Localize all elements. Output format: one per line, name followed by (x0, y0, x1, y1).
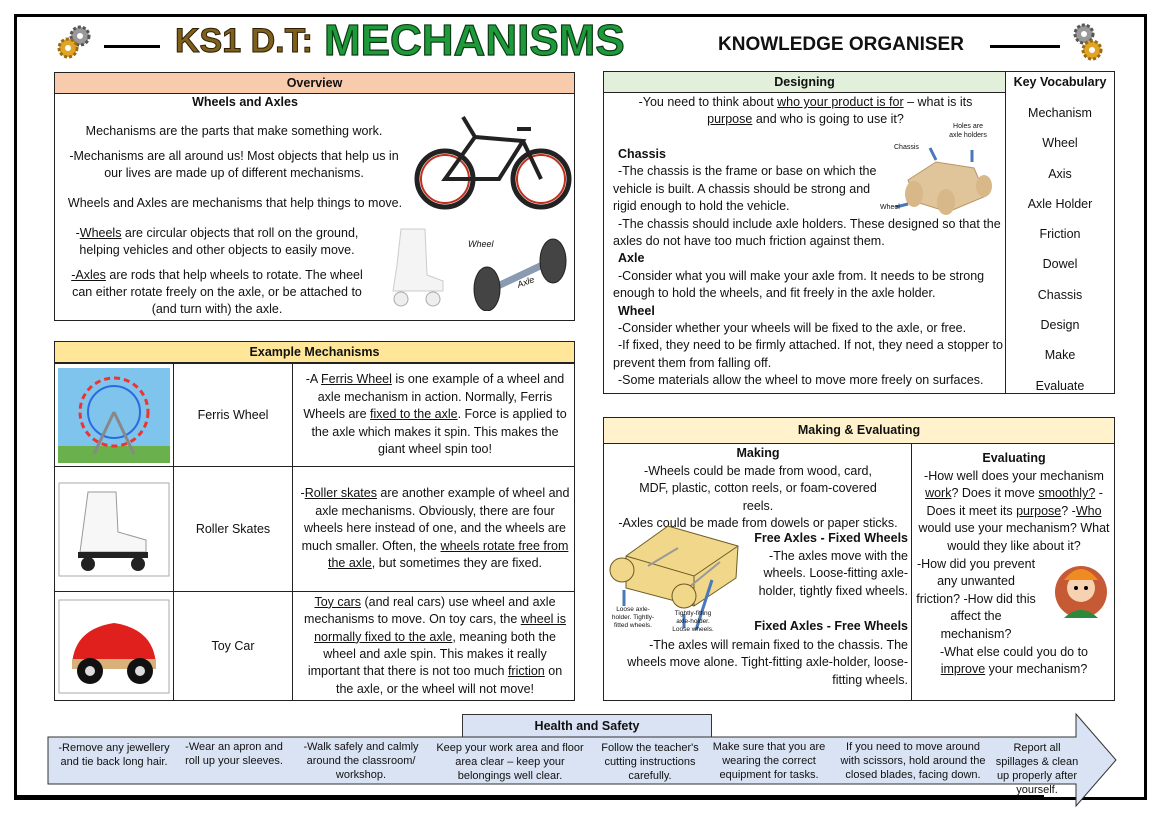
making-title: Making (736, 446, 780, 460)
overview-paragraph (59, 148, 409, 182)
text-segment: -Consider what you will make your axle from. It needs to be strong enough to hold the wheels, and fit freely in the axle holder. (613, 268, 985, 301)
safety-item: If you need to move around with scissors, hold around the closed blades, facing down. (840, 741, 986, 781)
key-vocabulary-panel (1005, 71, 1115, 394)
page-title: MECHANISMS (324, 16, 625, 65)
vocabulary-item: Axis (1048, 166, 1072, 181)
overview-subheading: Wheels and Axles (192, 95, 298, 109)
evaluating-text (916, 556, 1036, 644)
text-segment: -The axles will remain fixed to the chassis. The wheels move alone. Tight-fitting axle-holder, loose-fitting wheels. (627, 637, 908, 687)
example-name-label: Ferris Wheel (197, 408, 269, 422)
making-heading: Making & Evaluating (604, 418, 1114, 444)
underlined-text: wheels rotate free from the axle (328, 538, 569, 571)
safety-item: -Remove any jewellery and tie back long hair. (58, 742, 170, 768)
overview-text (59, 123, 409, 190)
evaluating-text (916, 644, 1112, 679)
bottom-rule (14, 795, 1044, 800)
underlined-text: fixed to the axle (370, 407, 458, 422)
text-segment: Wheels and Axles are mechanisms that help things to move. (67, 196, 403, 210)
text-segment: . Force is applied to the axle which makes it spin. This makes the giant wheel spin too! (311, 407, 567, 457)
vocabulary-item: Chassis (1037, 287, 1083, 302)
text-segment: , but sometimes they are fixed. (371, 556, 542, 571)
making-evaluating-panel (603, 417, 1115, 701)
vocabulary-item: Design (1040, 318, 1080, 333)
example-name (174, 364, 293, 466)
example-name-label: Toy Car (211, 639, 255, 653)
underlined-text: friction (507, 664, 545, 679)
text-segment: on the axle, or the wheel will not move! (335, 664, 563, 696)
making-divider (911, 444, 912, 700)
wheel-text (613, 372, 1003, 389)
example-mechanisms-panel (54, 341, 575, 701)
wheel-text (613, 337, 1003, 372)
example-row (55, 363, 574, 466)
gear-icon (52, 22, 96, 62)
tight-axle-label: Tightly-fitting axle-holder. Loose wheels. (672, 610, 714, 633)
vocabulary-item: Wheel (1042, 136, 1078, 151)
axle-label: Axle (515, 274, 536, 290)
text-segment: -Some materials allow the wheel to move more freely on surfaces. (618, 373, 984, 388)
safety-item: -Wear an apron and roll up your sleeves. (185, 741, 283, 767)
vocabulary-item: Make (1044, 348, 1076, 363)
underlined-text: Wheels (79, 226, 122, 240)
underlined-text: -Axles (71, 268, 106, 282)
vocabulary-item: Evaluate (1035, 378, 1085, 393)
overview-paragraph (61, 225, 373, 259)
chassis-image (880, 122, 1001, 217)
text-segment: your mechanism? (985, 662, 1088, 677)
text-segment: - (300, 486, 305, 501)
holes-label: Holes are axle holders (949, 123, 987, 139)
example-image (55, 467, 174, 591)
wheel-axle-image (463, 231, 573, 311)
overview-heading: Overview (55, 73, 574, 94)
thinking-girl-image (1054, 558, 1108, 625)
example-name (174, 592, 293, 700)
wheel-label: Wheel (880, 204, 900, 211)
title-prefix: KS1 D.T: (175, 22, 313, 60)
text-segment: – what is its (903, 95, 973, 109)
safety-item: Follow the teacher's cutting instructions carefully. (601, 742, 699, 782)
designing-panel (603, 71, 1006, 394)
text-segment: -The chassis should include axle holders. These designed so that the axles do not have too much friction against them. (613, 216, 1001, 249)
example-image (55, 364, 174, 466)
designing-heading: Designing (604, 72, 1005, 93)
vocabulary-item: Friction (1039, 227, 1081, 242)
safety-item: Keep your work area and floor area clear – keep your belongings well clear. (436, 742, 584, 782)
overview-paragraph (59, 123, 409, 140)
example-name (174, 467, 293, 591)
example-name-label: Roller Skates (195, 522, 271, 536)
underlined-text: Roller skates (304, 486, 377, 501)
title-rule-left (104, 45, 160, 48)
text-segment: -How did you prevent any unwanted friction? -How did this affect the mechanism? (916, 556, 1036, 641)
overview-text-lower (61, 225, 373, 326)
text-segment: -The axles move with the wheels. Loose-fitting axle-holder, tightly fixed wheels. (758, 548, 908, 598)
gear-icon (1066, 22, 1110, 62)
text-segment: are rods that help wheels to rotate. The wheel can either rotate freely on the axle, or be attached to (and turn with) the axle. (72, 268, 363, 316)
text-segment: is one example of a wheel and axle mechanism in action. Normally, Ferris Wheels are (303, 372, 565, 422)
text-segment: - (75, 226, 80, 240)
roller-skate-image (387, 225, 447, 313)
safety-item: Make sure that you are wearing the correct equipment for tasks. (712, 741, 826, 781)
evaluating-title: Evaluating (982, 451, 1046, 465)
wheel-text (613, 320, 1003, 337)
text-segment: -What else could you do to (940, 644, 1088, 659)
axle-text (613, 268, 1003, 303)
free-axles-section (744, 530, 908, 600)
safety-item: -Walk safely and calmly around the classroom/ workshop. (303, 741, 419, 781)
bicycle-image (413, 107, 573, 220)
safety-item: Report all spillages & clean up properly after yourself. (995, 742, 1079, 796)
text-segment: and who is going to use it? (752, 112, 904, 126)
underlined-text: work (925, 486, 952, 501)
text-segment: are circular objects that roll on the ground, helping vehicles and other objects to easily move. (79, 226, 359, 257)
evaluating-text (916, 468, 1112, 556)
chassis-title: Chassis (618, 147, 666, 161)
underlined-text: improve (940, 662, 986, 677)
underlined-text: wheel is normally fixed to the axle (314, 612, 566, 644)
vocabulary-heading: Key Vocabulary (1013, 75, 1107, 89)
loose-axle-label: Loose axle-holder. Tightly-fitted wheels. (611, 606, 655, 629)
vocabulary-item: Mechanism (1028, 106, 1092, 120)
overview-paragraph (57, 195, 413, 212)
text-segment: -Axles could be made from dowels or paper sticks. (618, 516, 898, 530)
text-segment: are another example of wheel and axle mechanisms. Obviously, there are four wheels here instead of one, and the wheels are much smaller. Often, the (301, 486, 570, 553)
text-segment: would use your mechanism? What would they like about it? (918, 521, 1110, 553)
text-segment: , meaning both the wheel and axle spin. This makes it really important that there is not too much (307, 629, 556, 679)
underlined-text: Ferris Wheel (321, 372, 392, 387)
chassis-label: Chassis (894, 144, 919, 151)
fixed-axles-title: Fixed Axles - Free Wheels (754, 619, 908, 633)
underlined-text: Toy cars (314, 594, 361, 609)
vocabulary-item: Dowel (1042, 257, 1078, 272)
chassis-text (613, 163, 878, 215)
text-segment: -Mechanisms are all around us! Most objects that help us in our lives are made up of different mechanisms. (69, 149, 399, 180)
underlined-text: Who (1075, 503, 1102, 518)
text-segment: -Does it meet its (926, 486, 1103, 518)
text-segment: Mechanisms are the parts that make something work. (85, 124, 383, 138)
free-axles-text (744, 548, 908, 601)
vocabulary-item: Axle Holder (1027, 196, 1093, 211)
wheel-title: Wheel (618, 303, 655, 318)
text-segment: -A (305, 372, 322, 387)
examples-heading: Example Mechanisms (55, 342, 574, 363)
making-text (608, 463, 908, 516)
example-description (298, 592, 572, 700)
underlined-text: who your product is for (777, 95, 904, 109)
free-axles-title: Free Axles - Fixed Wheels (754, 531, 908, 545)
overview-paragraph (61, 267, 373, 318)
title-suffix: KNOWLEDGE ORGANISER (718, 34, 964, 55)
fixed-axles-text (612, 637, 908, 690)
cart-image (608, 518, 743, 638)
underlined-text: purpose (707, 112, 753, 126)
text-segment: (and real cars) use wheel and axle mechanisms to move. On toy cars, the (304, 594, 556, 627)
text-segment: ? - (1061, 503, 1076, 518)
example-image (55, 592, 174, 700)
text-segment: -The chassis is the frame or base on which the vehicle is built. A chassis should be strong and rigid enough to hold the vehicle. (613, 164, 877, 214)
example-row (55, 466, 574, 591)
wheel-label: Wheel (468, 239, 494, 249)
text-segment: -You need to think about (638, 95, 778, 109)
text-segment: -Consider whether your wheels will be fixed to the axle, or free. (618, 321, 967, 336)
overview-panel (54, 72, 575, 321)
text-segment: -Wheels could be made from wood, card, MDF, plastic, cotton reels, or foam-covered reels. (639, 463, 877, 513)
underlined-text: smoothly? (1038, 486, 1096, 501)
text-segment: -If fixed, they need to be firmly attached. If not, they need a stopper to prevent them from falling off. (613, 338, 1003, 370)
safety-heading-tab: Health and Safety (462, 714, 712, 738)
example-description (298, 364, 572, 466)
title-rule-right (990, 45, 1060, 48)
example-description (298, 467, 572, 591)
text-segment: ? Does it move (951, 486, 1039, 501)
chassis-text (613, 216, 1003, 251)
example-row (55, 591, 574, 700)
text-segment: -How well does your mechanism (924, 468, 1104, 483)
axle-title: Axle (618, 251, 645, 266)
underlined-text: purpose (1016, 503, 1062, 518)
